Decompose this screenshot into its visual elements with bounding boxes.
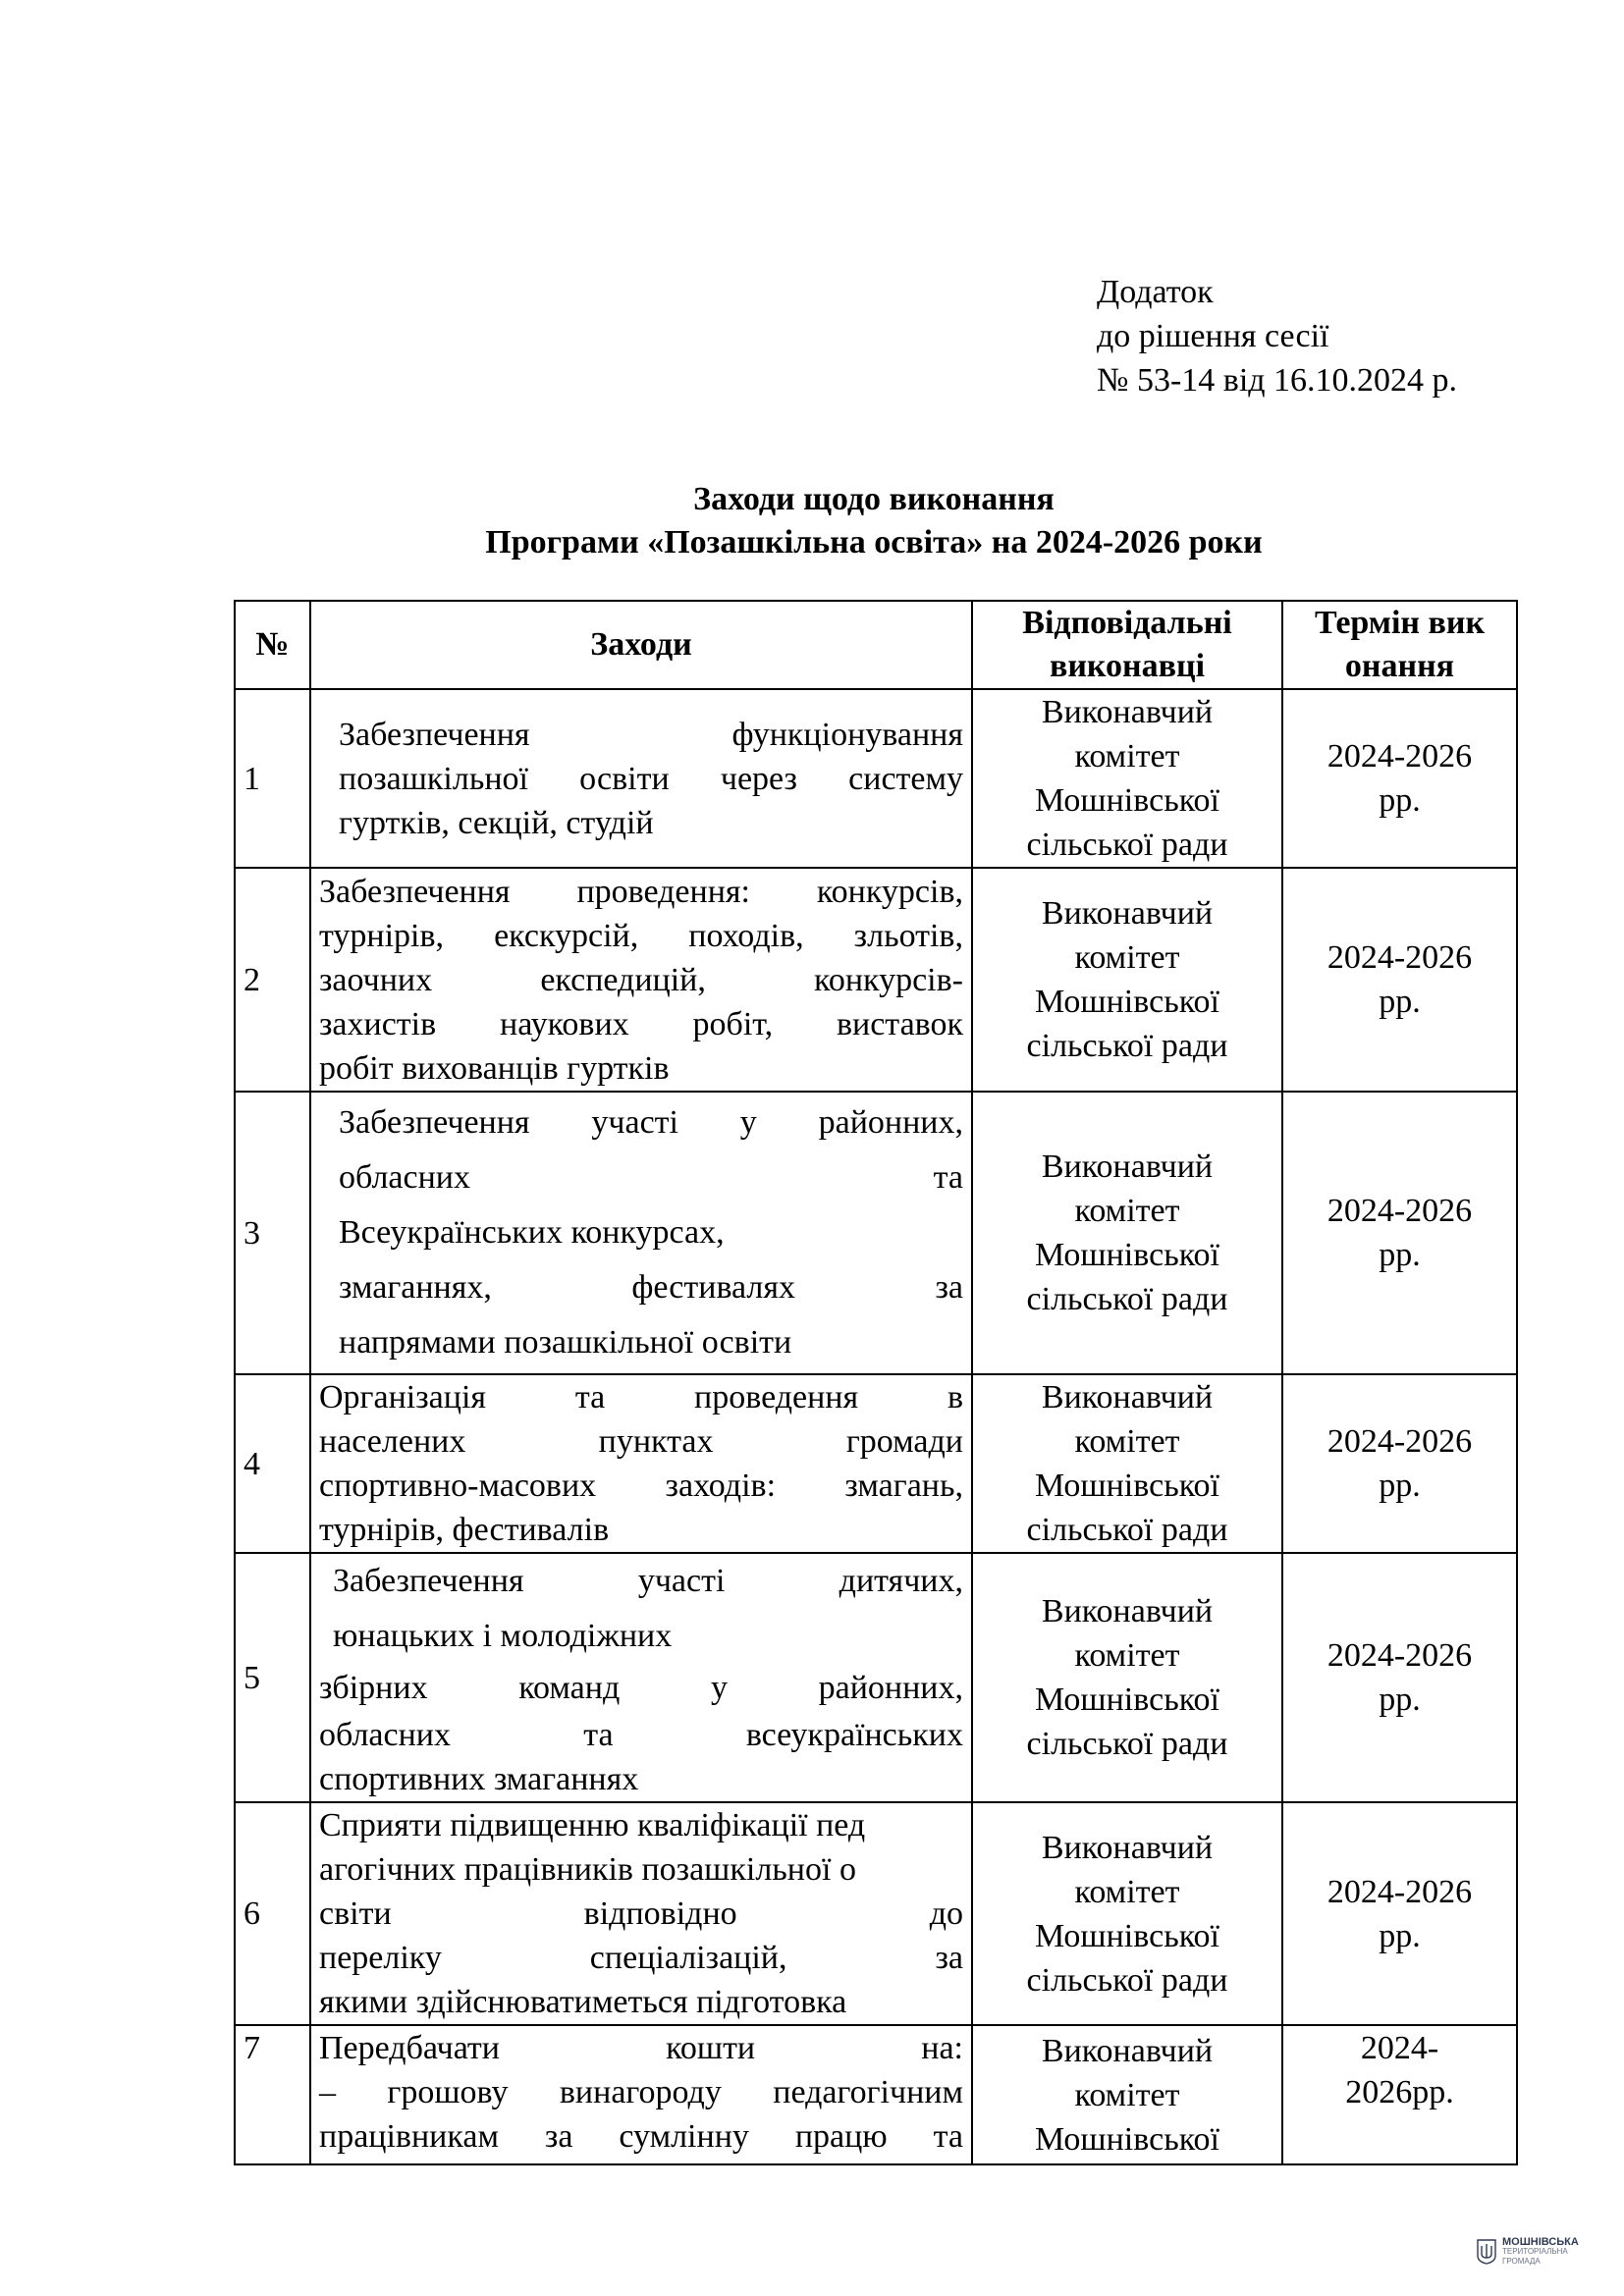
table-header-row (235, 601, 1517, 689)
title-line: Заходи щодо виконання (693, 481, 1055, 517)
logo-line: ТЕРИТОРІАЛЬНА (1502, 2247, 1568, 2256)
row-term: 2024-2026 рр. (1282, 689, 1517, 868)
row-number: 3 (235, 1092, 310, 1374)
addendum-line: до рішення сесії (1097, 318, 1329, 354)
addendum-line: № 53-14 від 16.10.2024 р. (1097, 362, 1458, 399)
table-row (235, 1802, 1517, 2025)
header-number: № (235, 601, 310, 689)
row-executor: Виконавчий комітет Мошнівської сільської ради (972, 868, 1282, 1092)
table-row (235, 1374, 1517, 1553)
row-number: 7 (235, 2025, 310, 2164)
title-line: Програми «Позашкільна освіта» на 2024-2026 роки (485, 524, 1263, 561)
row-number: 1 (235, 689, 310, 868)
header-term: Термін вик онання (1282, 601, 1517, 689)
row-executor: Виконавчий комітет Мошнівської сільської ради (972, 1802, 1282, 2025)
row-measure: Забезпечення участі дитячих, юнацьких і молодіжних збірних команд у районних, обласних та всеукраїнських спортивних змаганнях (310, 1553, 972, 1802)
header-responsible: Відповідальні виконавці (972, 601, 1282, 689)
trident-emblem-icon (1477, 2239, 1496, 2265)
row-executor: Виконавчий комітет Мошнівської (972, 2025, 1282, 2164)
logo-line: ГРОМАДА (1502, 2257, 1541, 2266)
table-row (235, 868, 1517, 1092)
row-executor: Виконавчий комітет Мошнівської сільської ради (972, 1374, 1282, 1553)
measures-table (234, 600, 1518, 2165)
row-number: 2 (235, 868, 310, 1092)
row-term: 2024-2026 рр. (1282, 868, 1517, 1092)
logo-line: МОШНІВСЬКА (1502, 2236, 1579, 2248)
row-measure: Забезпечення проведення: конкурсів, турнірів, екскурсій, походів, зльотів, заочних експедицій, конкурсів- захистів наукових робіт, виставок робіт вихованців гуртків (310, 868, 972, 1092)
row-number: 5 (235, 1553, 310, 1802)
addendum-line: Додаток (1097, 274, 1214, 310)
row-measure: Сприяти підвищенню кваліфікації пед агогічних працівників позашкільної о світи відповідно до переліку спеціалізацій, за якими здійснюватиметься підготовка (310, 1802, 972, 2025)
row-measure: Організація та проведення в населених пунктах громади спортивно-масових заходів: змагань, турнірів, фестивалів (310, 1374, 972, 1553)
table-row (235, 1553, 1517, 1802)
row-measure: Забезпечення участі у районних, обласних та Всеукраїнських конкурсах, змаганнях, фестивалях за напрямами позашкільної освіти (310, 1092, 972, 1374)
row-executor: Виконавчий комітет Мошнівської сільської ради (972, 1553, 1282, 1802)
community-logo (1477, 2237, 1579, 2267)
row-term: 2024-2026 рр. (1282, 1374, 1517, 1553)
row-term: 2024-2026 рр. (1282, 1092, 1517, 1374)
table-row (235, 2025, 1517, 2164)
row-term: 2024-2026 рр. (1282, 1802, 1517, 2025)
document-title (0, 478, 1624, 564)
row-term: 2024- 2026рр. (1282, 2025, 1517, 2164)
row-measure: Забезпечення функціонування позашкільної освіти через систему гуртків, секцій, студій (310, 689, 972, 868)
table-row (235, 1092, 1517, 1374)
row-measure: Передбачати кошти на: – грошову винагороду педагогічним працівникам за сумлінну працю та (310, 2025, 972, 2164)
row-number: 6 (235, 1802, 310, 2025)
header-measures: Заходи (310, 601, 972, 689)
row-term: 2024-2026 рр. (1282, 1553, 1517, 1802)
addendum-block (1097, 270, 1457, 402)
logo-text (1502, 2237, 1579, 2267)
row-executor: Виконавчий комітет Мошнівської сільської ради (972, 1092, 1282, 1374)
row-number: 4 (235, 1374, 310, 1553)
table-row (235, 689, 1517, 868)
row-executor: Виконавчий комітет Мошнівської сільської ради (972, 689, 1282, 868)
